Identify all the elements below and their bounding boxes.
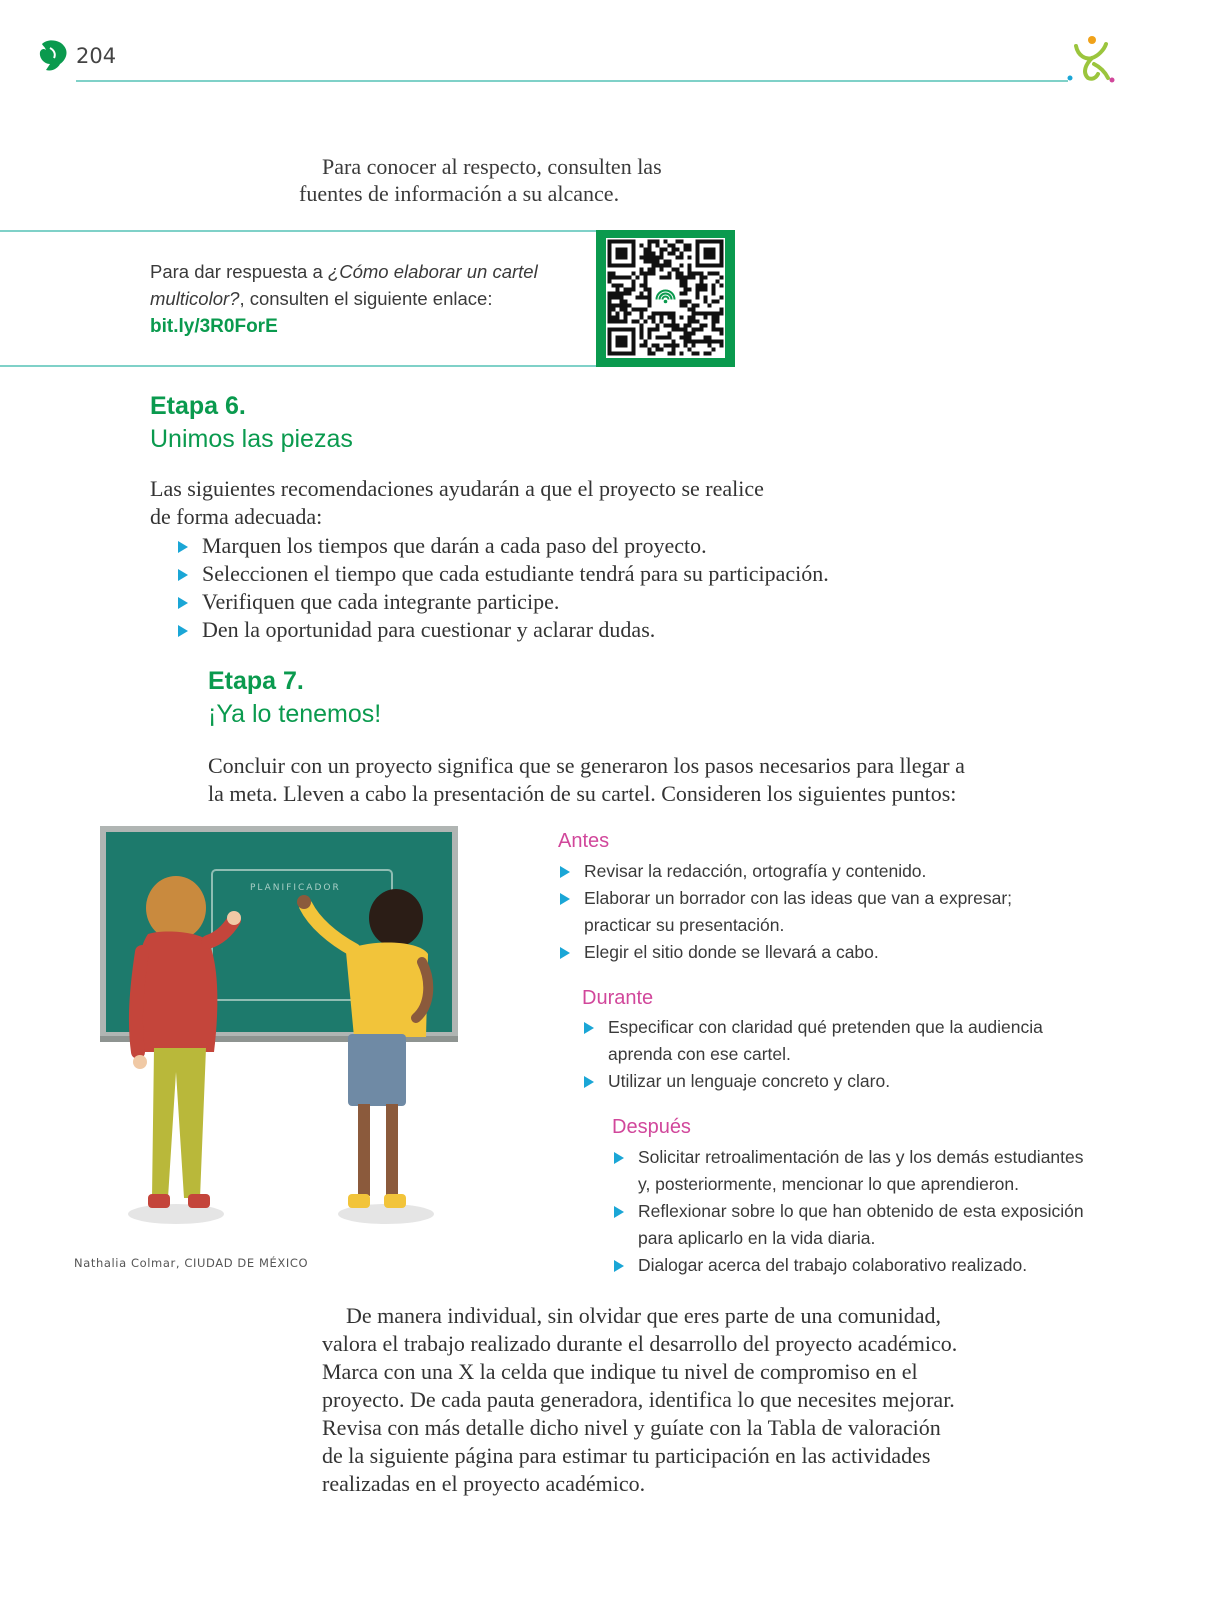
intro-line-2: fuentes de información a su alcance. (299, 181, 620, 206)
list-item: Seleccionen el tiempo que cada estudiante tendrá para su participación. (176, 560, 856, 588)
phase-durante-list (582, 1014, 1062, 1095)
etapa6-list (176, 532, 856, 644)
phase-despues-title: Después (612, 1116, 691, 1138)
link-text-prefix: Para dar respuesta a (150, 261, 328, 282)
etapa7-subtitle: ¡Ya lo tenemos! (208, 700, 382, 728)
etapa6-title: Etapa 6. (150, 392, 246, 420)
illustration-credit: Nathalia Colmar, CIUDAD DE MÉXICO (74, 1256, 309, 1270)
leaf-logo-icon (36, 38, 70, 74)
list-item: Reflexionar sobre lo que han obtenido de esta exposición para aplicarlo en la vida diaria. (612, 1198, 1092, 1252)
list-item: Verifiquen que cada integrante participe. (176, 588, 856, 616)
students-board-illustration (96, 822, 466, 1232)
etapa7-intro: Concluir con un proyecto significa que se generaron los pasos necesarios para llegar a la meta. Lleven a cabo la presentación de su cartel. Consideren los siguientes puntos: (208, 753, 965, 806)
list-item: Utilizar un lenguaje concreto y claro. (582, 1068, 1062, 1095)
list-item: Den la oportunidad para cuestionar y aclarar dudas. (176, 616, 856, 644)
list-item: Especificar con claridad qué pretenden que la audiencia aprenda con ese cartel. (582, 1014, 1062, 1068)
phase-durante-title: Durante (582, 987, 654, 1009)
page-number: 204 (76, 44, 117, 68)
closing-paragraph: De manera individual, sin olvidar que eres parte de una comunidad, valora el trabajo realizado durante el desarrollo del proyecto académico. Marca con una X la celda que indique tu nivel de compromiso en el proyecto. De cada pauta generadora, identifica lo que necesites mejorar. Revisa con más detalle dicho nivel y guíate con la Tabla de valoración de la siguiente página para estimar tu participación en las actividades realizadas en el proyecto académico. (322, 1303, 958, 1496)
etapa6-intro: Las siguientes recomendaciones ayudarán a que el proyecto se realice de forma adecuada: (150, 476, 764, 529)
list-item: Elaborar un borrador con las ideas que van a expresar; practicar su presentación. (558, 885, 1018, 939)
link-box-text (150, 258, 580, 340)
etapa7-title: Etapa 7. (208, 667, 304, 695)
list-item: Revisar la redacción, ortografía y contenido. (558, 858, 1018, 885)
list-item: Dialogar acerca del trabajo colaborativo realizado. (612, 1252, 1092, 1279)
list-item: Marquen los tiempos que darán a cada paso del proyecto. (176, 532, 856, 560)
header-rule (76, 80, 1068, 82)
link-text-suffix: , consulten el siguiente enlace: (239, 288, 493, 309)
list-item: Elegir el sitio donde se llevará a cabo. (558, 939, 1018, 966)
qr-box (596, 230, 735, 367)
board-label: PLANIFICADOR (250, 883, 341, 893)
link-box-top-rule (0, 230, 596, 232)
phase-antes-list (558, 858, 1018, 966)
intro-line-1: Para conocer al respecto, consulten las (322, 154, 662, 179)
link-url[interactable]: bit.ly/3R0ForE (150, 316, 278, 337)
phase-antes-title: Antes (558, 830, 610, 852)
figure-logo-icon (1064, 34, 1116, 84)
phase-despues-list (612, 1144, 1092, 1279)
qr-code-icon[interactable] (606, 238, 725, 358)
etapa6-subtitle: Unimos las piezas (150, 425, 353, 453)
link-text-italic: ¿Cómo elaborar un cartel multicolor? (150, 261, 538, 309)
list-item: Solicitar retroalimentación de las y los demás estudiantes y, posteriormente, mencionar lo que aprendieron. (612, 1144, 1092, 1198)
